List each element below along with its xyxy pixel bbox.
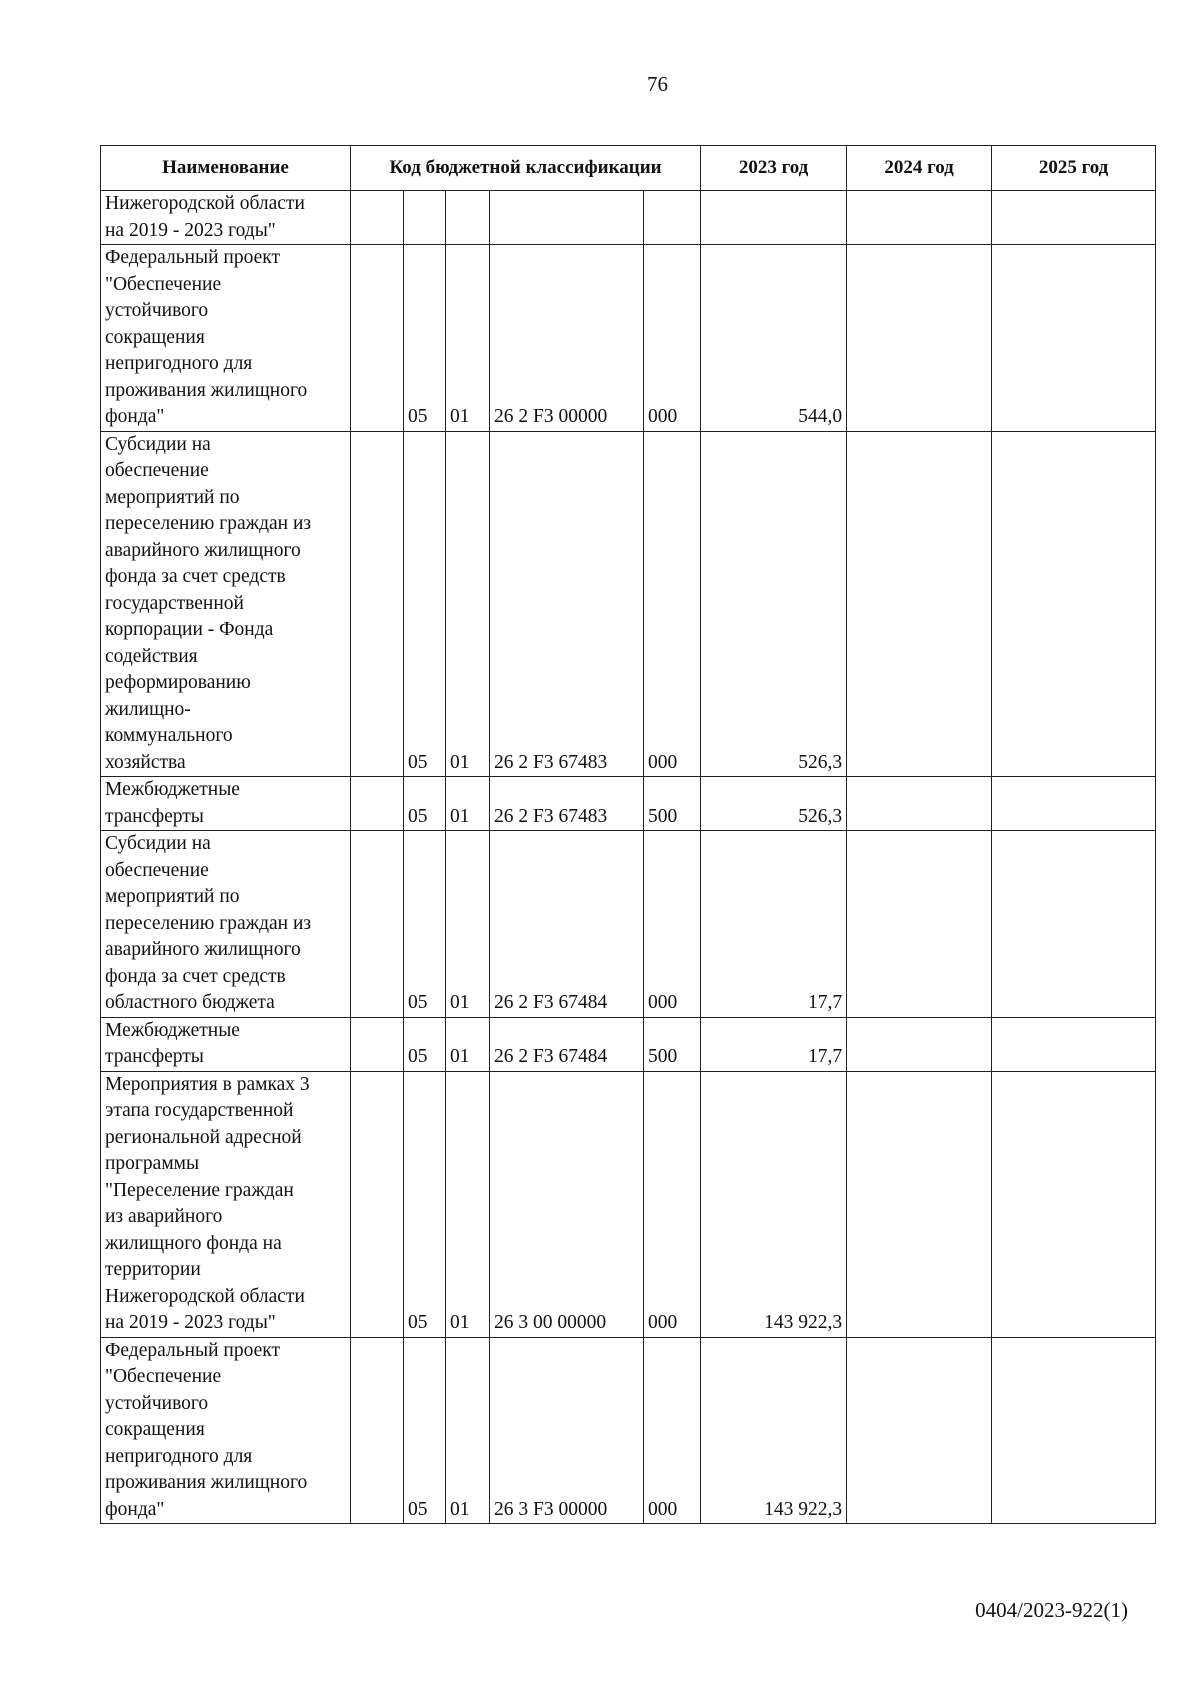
- row-sum-2023: 526,3: [701, 431, 847, 777]
- row-code-subsection: 01: [446, 431, 490, 777]
- row-sum-2025: [992, 831, 1156, 1018]
- header-2024: 2024 год: [847, 146, 992, 191]
- header-2023: 2023 год: [701, 146, 847, 191]
- row-code-expense-type: 500: [644, 777, 701, 831]
- table-row: [101, 1017, 1156, 1071]
- table-row: [101, 1337, 1156, 1524]
- row-code-target: 26 2 F3 67484: [490, 831, 644, 1018]
- row-code-section: 05: [404, 1337, 446, 1524]
- row-sum-2023: 143 922,3: [701, 1071, 847, 1337]
- row-code-subsection: [446, 191, 490, 245]
- row-name: Субсидии на обеспечение мероприятий по переселению граждан из аварийного жилищного фонда за счет средств областного бюджета: [101, 831, 351, 1018]
- table-header-row: [101, 146, 1156, 191]
- row-sum-2023: 143 922,3: [701, 1337, 847, 1524]
- row-sum-2025: [992, 1017, 1156, 1071]
- row-code-target: 26 2 F3 67484: [490, 1017, 644, 1071]
- row-name: Межбюджетные трансферты: [101, 777, 351, 831]
- document-code: 0404/2023-922(1): [975, 1598, 1128, 1622]
- row-code-1: [351, 191, 404, 245]
- row-code-expense-type: 000: [644, 1071, 701, 1337]
- row-name: Субсидии на обеспечение мероприятий по переселению граждан из аварийного жилищного фонда за счет средств государственной корпорации - Фонда содействия реформированию жилищно- коммунального хозяйства: [101, 431, 351, 777]
- header-name: Наименование: [101, 146, 351, 191]
- row-sum-2025: [992, 1337, 1156, 1524]
- row-code-expense-type: 000: [644, 1337, 701, 1524]
- row-code-target: 26 3 00 00000: [490, 1071, 644, 1337]
- row-sum-2023: 544,0: [701, 245, 847, 432]
- table-row: [101, 245, 1156, 432]
- page-number: 76: [647, 72, 668, 96]
- row-code-section: 05: [404, 831, 446, 1018]
- row-code-subsection: 01: [446, 777, 490, 831]
- row-code-expense-type: 000: [644, 831, 701, 1018]
- row-code-subsection: 01: [446, 1071, 490, 1337]
- row-code-expense-type: 000: [644, 431, 701, 777]
- row-code-expense-type: 500: [644, 1017, 701, 1071]
- row-code-subsection: 01: [446, 245, 490, 432]
- row-name: Межбюджетные трансферты: [101, 1017, 351, 1071]
- row-code-section: 05: [404, 431, 446, 777]
- table-row: [101, 831, 1156, 1018]
- row-sum-2024: [847, 245, 992, 432]
- table-row: [101, 1071, 1156, 1337]
- row-sum-2025: [992, 191, 1156, 245]
- row-code-1: [351, 1337, 404, 1524]
- row-sum-2023: 17,7: [701, 831, 847, 1018]
- row-name: Нижегородской области на 2019 - 2023 годы": [101, 191, 351, 245]
- row-sum-2024: [847, 1071, 992, 1337]
- table-row: [101, 431, 1156, 777]
- table-row: [101, 191, 1156, 245]
- row-sum-2025: [992, 431, 1156, 777]
- row-sum-2024: [847, 831, 992, 1018]
- row-sum-2023: 17,7: [701, 1017, 847, 1071]
- row-sum-2024: [847, 191, 992, 245]
- row-code-target: 26 3 F3 00000: [490, 1337, 644, 1524]
- row-code-1: [351, 245, 404, 432]
- row-code-1: [351, 831, 404, 1018]
- row-code-target: 26 2 F3 00000: [490, 245, 644, 432]
- row-code-section: 05: [404, 1071, 446, 1337]
- row-code-target: 26 2 F3 67483: [490, 777, 644, 831]
- header-2025: 2025 год: [992, 146, 1156, 191]
- row-sum-2025: [992, 777, 1156, 831]
- row-name: Мероприятия в рамках 3 этапа государственной региональной адресной программы "Переселение граждан из аварийного жилищного фонда на территории Нижегородской области на 2019 - 2023 годы": [101, 1071, 351, 1337]
- row-code-section: 05: [404, 777, 446, 831]
- row-code-target: 26 2 F3 67483: [490, 431, 644, 777]
- row-sum-2024: [847, 431, 992, 777]
- row-name: Федеральный проект "Обеспечение устойчивого сокращения непригодного для проживания жилищного фонда": [101, 245, 351, 432]
- row-code-expense-type: [644, 191, 701, 245]
- row-code-1: [351, 777, 404, 831]
- row-sum-2024: [847, 777, 992, 831]
- row-code-subsection: 01: [446, 831, 490, 1018]
- row-code-1: [351, 1071, 404, 1337]
- row-code-subsection: 01: [446, 1017, 490, 1071]
- budget-table: [100, 145, 1156, 1524]
- header-code: Код бюджетной классификации: [351, 146, 701, 191]
- row-sum-2023: [701, 191, 847, 245]
- row-code-1: [351, 1017, 404, 1071]
- row-code-section: 05: [404, 1017, 446, 1071]
- row-code-target: [490, 191, 644, 245]
- row-sum-2025: [992, 245, 1156, 432]
- row-code-1: [351, 431, 404, 777]
- row-code-expense-type: 000: [644, 245, 701, 432]
- row-sum-2024: [847, 1017, 992, 1071]
- row-code-subsection: 01: [446, 1337, 490, 1524]
- table-row: [101, 777, 1156, 831]
- row-sum-2025: [992, 1071, 1156, 1337]
- row-name: Федеральный проект "Обеспечение устойчивого сокращения непригодного для проживания жилищного фонда": [101, 1337, 351, 1524]
- row-code-section: [404, 191, 446, 245]
- row-code-section: 05: [404, 245, 446, 432]
- row-sum-2023: 526,3: [701, 777, 847, 831]
- row-sum-2024: [847, 1337, 992, 1524]
